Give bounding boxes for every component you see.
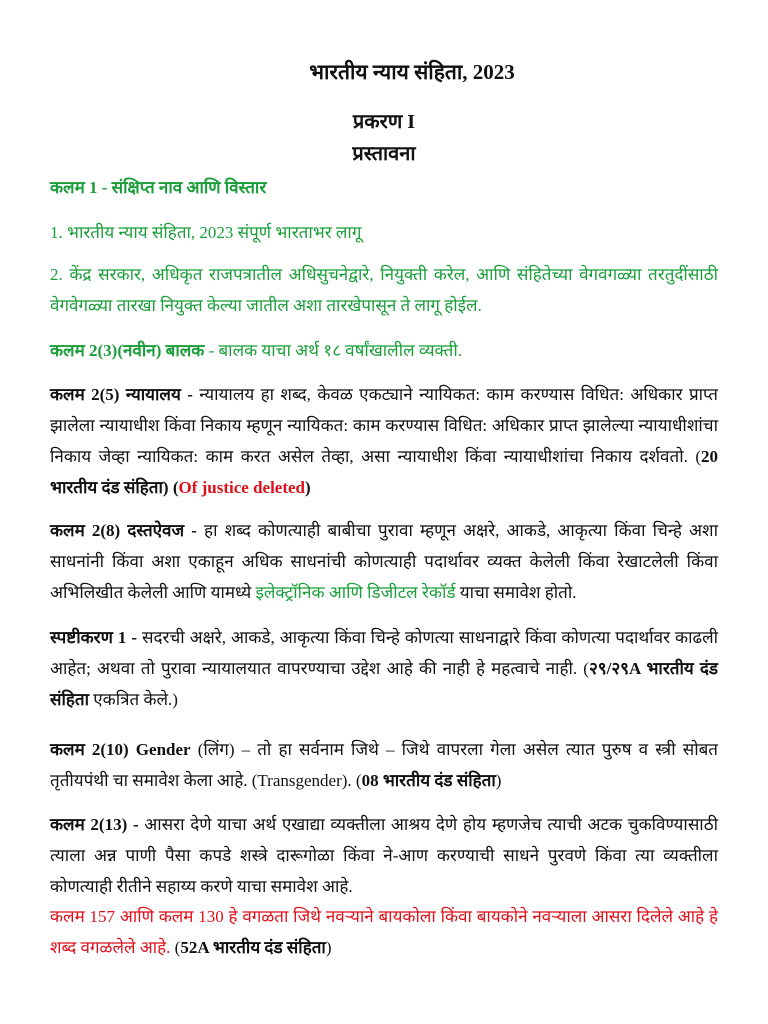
section-2-10-paragraph: कलम 2(10) Gender (लिंग) – तो हा सर्वनाम जिथे – जिथे वापरला गेला असेल त्यात पुरुष व स्त्री सोबत तृतीयपंथी चा समावेश केला आहे. (Transgender). (08 भारतीय दंड संहिता) bbox=[50, 740, 718, 790]
explanation-1-paragraph: स्पष्टीकरण 1 - सदरची अक्षरे, आकडे, आकृत्या किंवा चिन्हे कोणत्या साधनाद्वारे किंवा कोणत्या पदार्थावर काढली आहेत; अथवा तो पुरावा न्यायालयात वापरण्याचा उद्देश आहे की नाही हे महत्वाचे नाही. (२९/२९A भारतीय दंड संहिता एकत्रित केले.) bbox=[50, 628, 718, 709]
section-2-8-paragraph: कलम 2(8) दस्तऐवज - हा शब्द कोणत्याही बाबीचा पुरावा म्हणून अक्षरे, आकडे, आकृत्या किंवा चिन्हे अशा साधनांनी किंवा अशा एकाहून अधिक साधनांची कोणत्याही पदार्थावर व्यक्त केलेली किंवा रेखाटलेली किंवा अभिलिखीत केलेली आणि यामध्ये इलेक्ट्रॉनिक आणि डिजीटल रेकॉर्ड याचा समावेश होतो. bbox=[50, 521, 719, 602]
section-2-5-deletion-note: Of justice deleted bbox=[178, 478, 306, 497]
explanation-1-text: सदरची अक्षरे, आकडे, आकृत्या किंवा चिन्हे कोणत्या साधनाद्वारे किंवा कोणत्या पदार्थावर काढली आहेत; अथवा तो पुरावा न्यायालयात वापरण्याचा उद्देश आहे की नाही हे महत्वाचे नाही. ( bbox=[50, 628, 718, 678]
section-2-8-heading: कलम 2(8) दस्तऐवज - bbox=[50, 521, 197, 540]
section-2-5-text: न्यायालय हा शब्द, केवळ एकट्याने न्यायिकत: काम करण्यास विधित: अधिकार प्राप्त झालेला न्यायाधीश किंवा निकाय म्हणून न्यायिकत: काम करण्यास विधित: अधिकार प्राप्त झालेल्या न्यायाधीशांचा निकाय जेव्हा न्यायिकत: काम करत असेल तेव्हा, असा न्यायाधीश किंवा न्यायाधीशांचा निकाय दर्शवतो. ( bbox=[50, 385, 718, 466]
section-2-13-paragraph bbox=[50, 809, 718, 902]
section-1-heading: कलम 1 - संक्षिप्त नाव आणि विस्तार bbox=[50, 178, 267, 197]
section-2-3-heading: कलम 2(3)(नवीन) बालक bbox=[50, 341, 205, 360]
explanation-1-heading: स्पष्टीकरण 1 - bbox=[50, 628, 138, 647]
section-2-10-heading: कलम 2(10) Gender bbox=[50, 740, 191, 759]
section-2-8-text: हा शब्द कोणत्याही बाबीचा पुरावा म्हणून अक्षरे, आकडे, आकृत्या किंवा चिन्हे अशा साधनांनी किंवा अशा एकाहून अधिक साधनांची कोणत्याही पदार्थावर व्यक्त केलेली किंवा रेखाटलेली किंवा अभिलिखीत केलेली आणि यामध्ये bbox=[50, 521, 719, 602]
section-2-5-paragraph: कलम 2(5) न्यायालय - न्यायालय हा शब्द, केवळ एकट्याने न्यायिकत: काम करण्यास विधित: अधिकार प्राप्त झालेला न्यायाधीश किंवा निकाय म्हणून न्यायिकत: काम करण्यास विधित: अधिकार प्राप्त झालेल्या न्यायाधीशांचा निकाय जेव्हा न्यायिकत: काम करत असेल तेव्हा, असा न्यायाधीश किंवा न्यायाधीशांचा निकाय दर्शवतो. (20 भारतीय दंड संहिता) (Of justice deleted) bbox=[50, 385, 718, 497]
section-2-5-heading: कलम 2(5) न्यायालय - bbox=[50, 385, 193, 404]
section-2-13-exception: कलम 157 आणि कलम 130 हे वगळता जिथे नवऱ्याने बायकोला किंवा बायकोने नवऱ्याला आसरा दिलेले आहे हे शब्द वगळलेले आहे. (52A भारतीय दंड संहिता) bbox=[50, 907, 718, 957]
chapter-heading: प्रस्तावना bbox=[352, 143, 416, 165]
section-2-3-text: - बालक याचा अर्थ १८ वर्षांखालील व्यक्ती. bbox=[204, 341, 462, 360]
section-2-13-text: आसरा देणे याचा अर्थ एखाद्या व्यक्तीला आश्रय देणे होय म्हणजेच त्याची अटक चुकविण्यासाठी त्याला अन्न पाणी पैसा कपडे शस्त्रे दारूगोळा किंवा ने-आण करण्याची साधने पुरवणे किंवा त्या व्यक्तीला कोणत्याही रीतीने सहाय्य करणे याचा समावेश आहे. bbox=[50, 815, 718, 896]
explanation-1-ipc-ref: २९/२९A भारतीय दंड संहिता bbox=[50, 659, 718, 709]
document-title: भारतीय न्याय संहिता, 2023 bbox=[309, 60, 515, 84]
section-1-clause-2: 2. केंद्र सरकार, अधिकृत राजपत्रातील अधिसुचनेद्वारे, नियुक्ती करेल, आणि संहितेच्या वेगवगळ्या तरतुदींसाठी वेगवेगळ्या तारखा नियुक्त केल्या जातील अशा तारखेपासून ते लागू होईल. bbox=[50, 265, 718, 315]
section-2-8-electronic-record: इलेक्ट्रॉनिक आणि डिजीटल रेकॉर्ड bbox=[255, 583, 456, 602]
section-2-10-ipc-ref: 08 भारतीय दंड संहिता bbox=[361, 771, 496, 790]
section-2-5-ipc-ref: 20 भारतीय दंड संहिता bbox=[50, 447, 718, 497]
section-2-13-ipc-ref: 52A भारतीय दंड संहिता bbox=[180, 938, 326, 957]
section-2-13-heading: कलम 2(13) - bbox=[50, 815, 139, 834]
chapter-number: प्रकरण I bbox=[352, 111, 416, 133]
section-2-3-paragraph bbox=[50, 335, 718, 366]
section-2-10-text: (लिंग) – तो हा सर्वनाम जिथे – जिथे वापरला गेला असेल त्यात पुरुष व स्त्री सोबत तृतीयपंथी चा समावेश केला आहे. (Transgender). ( bbox=[50, 740, 718, 790]
section-1-clause-1: 1. भारतीय न्याय संहिता, 2023 संपूर्ण भारताभर लागू bbox=[50, 223, 362, 242]
section-2-13-exception-text: कलम 157 आणि कलम 130 हे वगळता जिथे नवऱ्याने बायकोला किंवा बायकोने नवऱ्याला आसरा दिलेले आहे हे शब्द वगळलेले आहे. bbox=[50, 907, 718, 957]
